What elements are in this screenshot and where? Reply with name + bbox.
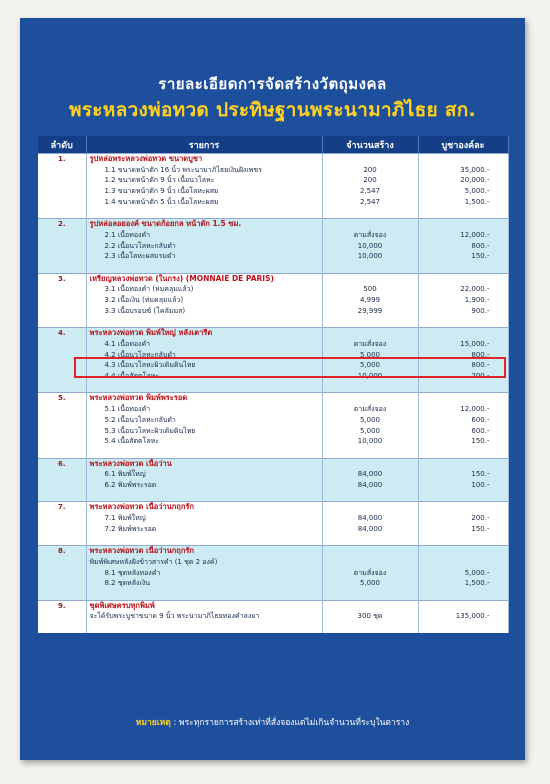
price-cell bbox=[418, 546, 508, 557]
number-cell bbox=[38, 415, 86, 426]
table-row bbox=[38, 480, 508, 491]
empty-cell bbox=[86, 447, 322, 458]
table-row bbox=[38, 578, 508, 589]
item-qty: 84,000 bbox=[322, 513, 418, 524]
empty-cell bbox=[86, 317, 322, 328]
number-cell bbox=[38, 241, 86, 252]
item-text: 8.1 ชุดหลังทองคำ bbox=[86, 568, 322, 579]
item-price: 150.- bbox=[418, 251, 508, 262]
table-row bbox=[38, 415, 508, 426]
item-qty: 10,000 bbox=[322, 241, 418, 252]
spacer-row bbox=[38, 589, 508, 600]
number-cell bbox=[38, 568, 86, 579]
section-title: เหรียญหลวงพ่อทวด (ในกรง) (MONNAIE DE PARIS) bbox=[86, 273, 322, 284]
empty-cell bbox=[322, 491, 418, 502]
table-row bbox=[38, 436, 508, 447]
table-row bbox=[38, 469, 508, 480]
item-price: 5,000.- bbox=[418, 568, 508, 579]
table-row bbox=[38, 295, 508, 306]
item-qty: 5,000 bbox=[322, 426, 418, 437]
footnote-label: หมายเหตุ bbox=[135, 718, 171, 728]
section-number: 1. bbox=[38, 154, 86, 165]
section-title: ชุดพิเศษครบทุกพิมพ์ bbox=[86, 600, 322, 611]
item-qty: 200 bbox=[322, 175, 418, 186]
section-row bbox=[38, 154, 508, 165]
table-row bbox=[38, 360, 508, 371]
section-number: 7. bbox=[38, 502, 86, 513]
item-text: 5.2 เนื้อนวโลหะกลับดำ bbox=[86, 415, 322, 426]
item-qty: ตามสั่งจอง bbox=[322, 568, 418, 579]
item-text: 6.2 พิมพ์พระรอด bbox=[86, 480, 322, 491]
qty-cell bbox=[322, 219, 418, 230]
empty-cell bbox=[38, 491, 86, 502]
section-subtitle: พิมพ์พิเศษหลังฝังข้าวสารคำ (1 ชุด 2 องค์) bbox=[86, 557, 322, 568]
section-subtitle-row bbox=[38, 611, 508, 622]
empty-cell bbox=[86, 622, 322, 633]
empty-cell bbox=[418, 208, 508, 219]
section-row bbox=[38, 273, 508, 284]
price-cell bbox=[418, 458, 508, 469]
section-number: 4. bbox=[38, 328, 86, 339]
item-qty: 500 bbox=[322, 284, 418, 295]
item-qty: ตามสั่งจอง bbox=[322, 339, 418, 350]
item-text: 3.1 เนื้อทองคำ (ห่มคลุมแล้ว) bbox=[86, 284, 322, 295]
section-number: 3. bbox=[38, 273, 86, 284]
item-price: 900.- bbox=[418, 306, 508, 317]
item-price: 800.- bbox=[418, 241, 508, 252]
empty-cell bbox=[86, 382, 322, 393]
item-price: 800.- bbox=[418, 360, 508, 371]
empty-cell bbox=[418, 382, 508, 393]
item-text: 2.1 เนื้อทองคำ bbox=[86, 230, 322, 241]
empty-cell bbox=[38, 589, 86, 600]
number-cell bbox=[38, 165, 86, 176]
qty-cell bbox=[322, 273, 418, 284]
item-price: 1,500.- bbox=[418, 197, 508, 208]
spacer-row bbox=[38, 262, 508, 273]
number-cell bbox=[38, 230, 86, 241]
item-text: 5.4 เนื้อสัตตโลหะ bbox=[86, 436, 322, 447]
empty-cell bbox=[418, 491, 508, 502]
table-row bbox=[38, 175, 508, 186]
items-table bbox=[38, 136, 509, 633]
item-price: 800.- bbox=[418, 350, 508, 361]
section-row bbox=[38, 458, 508, 469]
item-qty: 29,999 bbox=[322, 306, 418, 317]
item-text: 3.3 เนื้อบรอนซ์ (โคลัมมส) bbox=[86, 306, 322, 317]
item-price: 15,000.- bbox=[418, 339, 508, 350]
item-price: 20,000.- bbox=[418, 175, 508, 186]
footnote-text: : พระทุกรายการสร้างเท่าที่สั่งจองแต่ไม่เกินจำนวนที่ระบุในตาราง bbox=[173, 718, 410, 728]
item-text: 1.4 ขนาดหน้าตัก 5 นิ้ว เนื้อโลหะผสม bbox=[86, 197, 322, 208]
section-title: พระหลวงพ่อทวด เนื้อว่าน bbox=[86, 458, 322, 469]
empty-cell bbox=[322, 262, 418, 273]
number-cell bbox=[38, 360, 86, 371]
spacer-row bbox=[38, 382, 508, 393]
price-cell bbox=[418, 273, 508, 284]
item-qty: 10,000 bbox=[322, 251, 418, 262]
section-row bbox=[38, 502, 508, 513]
empty-cell bbox=[38, 622, 86, 633]
item-price: 22,000.- bbox=[418, 284, 508, 295]
table-header-row bbox=[38, 136, 508, 154]
item-text: 1.1 ขนาดหน้าตัก 16 นิ้ว พระนามาภิไธยเงินฝังเพชร bbox=[86, 165, 322, 176]
item-qty: 84,000 bbox=[322, 524, 418, 535]
section-title: รูปหล่อลอยองค์ ขนาดก้อยกล หน้าตัก 1.5 ซม. bbox=[86, 219, 322, 230]
item-price: 12,000.- bbox=[418, 404, 508, 415]
section-subtitle-row bbox=[38, 557, 508, 568]
item-qty: 5,000 bbox=[322, 578, 418, 589]
price-cell bbox=[418, 328, 508, 339]
item-qty: 5,000 bbox=[322, 360, 418, 371]
table-row bbox=[38, 513, 508, 524]
qty-cell bbox=[322, 328, 418, 339]
item-qty: ตามสั่งจอง bbox=[322, 230, 418, 241]
number-cell bbox=[38, 480, 86, 491]
price-cell: 135,000.- bbox=[418, 611, 508, 622]
price-cell bbox=[418, 502, 508, 513]
qty-cell bbox=[322, 502, 418, 513]
price-cell bbox=[418, 557, 508, 568]
section-row bbox=[38, 546, 508, 557]
empty-cell bbox=[38, 447, 86, 458]
section-row bbox=[38, 328, 508, 339]
empty-cell bbox=[322, 447, 418, 458]
item-text: 5.3 เนื้อนวโลหะผิวเดิมดินไทย bbox=[86, 426, 322, 437]
item-qty: 5,000 bbox=[322, 350, 418, 361]
number-cell bbox=[38, 578, 86, 589]
empty-cell bbox=[38, 382, 86, 393]
spacer-row bbox=[38, 208, 508, 219]
qty-cell: 300 ชุด bbox=[322, 611, 418, 622]
empty-cell bbox=[418, 535, 508, 546]
price-cell bbox=[418, 393, 508, 404]
section-title: รูปหล่อพระหลวงพ่อทวด ขนาดบูชา bbox=[86, 154, 322, 165]
number-cell bbox=[38, 197, 86, 208]
empty-cell bbox=[38, 317, 86, 328]
table-row bbox=[38, 306, 508, 317]
price-cell bbox=[418, 219, 508, 230]
price-cell bbox=[418, 154, 508, 165]
table-row bbox=[38, 524, 508, 535]
number-cell bbox=[38, 186, 86, 197]
section-title: พระหลวงพ่อทวด เนื้อว่านกฤกรัก bbox=[86, 502, 322, 513]
item-price: 35,000.- bbox=[418, 165, 508, 176]
item-text: 7.1 พิมพ์ใหญ่ bbox=[86, 513, 322, 524]
table-row bbox=[38, 284, 508, 295]
col-header-item: รายการ bbox=[86, 136, 322, 154]
section-number: 8. bbox=[38, 546, 86, 557]
item-text: 3.2 เนื้อเงิน (ห่มคลุมแล้ว) bbox=[86, 295, 322, 306]
empty-cell bbox=[322, 208, 418, 219]
empty-cell bbox=[322, 382, 418, 393]
number-cell bbox=[38, 339, 86, 350]
section-subtitle: จะได้รับพระบูชาขนาด 9 นิ้ว พระนามาภิไธยทองคำลงยา bbox=[86, 611, 322, 622]
item-qty: 200 bbox=[322, 165, 418, 176]
number-cell bbox=[38, 524, 86, 535]
item-qty: 10,000 bbox=[322, 371, 418, 382]
section-number: 9. bbox=[38, 600, 86, 611]
item-text: 1.3 ขนาดหน้าตัก 9 นิ้ว เนื้อโลหะผสม bbox=[86, 186, 322, 197]
spacer-row bbox=[38, 622, 508, 633]
col-header-qty: จำนวนสร้าง bbox=[322, 136, 418, 154]
qty-cell bbox=[322, 546, 418, 557]
number-cell bbox=[38, 251, 86, 262]
table-row bbox=[38, 426, 508, 437]
section-row bbox=[38, 393, 508, 404]
number-cell bbox=[38, 284, 86, 295]
item-qty: 2,547 bbox=[322, 186, 418, 197]
qty-cell bbox=[322, 393, 418, 404]
item-text: 4.1 เนื้อทองคำ bbox=[86, 339, 322, 350]
item-text: 4.2 เนื้อนวโลหะกลับดำ bbox=[86, 350, 322, 361]
spacer-row bbox=[38, 491, 508, 502]
table-row bbox=[38, 165, 508, 176]
qty-cell bbox=[322, 154, 418, 165]
section-number: 2. bbox=[38, 219, 86, 230]
number-cell bbox=[38, 295, 86, 306]
table-row bbox=[38, 186, 508, 197]
number-cell bbox=[38, 469, 86, 480]
item-text: 4.4 เนื้อสัตตโลหะ bbox=[86, 371, 322, 382]
empty-cell bbox=[86, 208, 322, 219]
item-price: 600.- bbox=[418, 415, 508, 426]
section-title: พระหลวงพ่อทวด พิมพ์ใหญ่ หลังเตารีด bbox=[86, 328, 322, 339]
number-cell bbox=[38, 306, 86, 317]
empty-cell bbox=[418, 447, 508, 458]
qty-cell bbox=[322, 458, 418, 469]
item-text: 7.2 พิมพ์พระรอด bbox=[86, 524, 322, 535]
number-cell bbox=[38, 436, 86, 447]
item-qty: ตามสั่งจอง bbox=[322, 404, 418, 415]
table-row bbox=[38, 568, 508, 579]
item-price: 150.- bbox=[418, 469, 508, 480]
spacer-row bbox=[38, 535, 508, 546]
empty-cell bbox=[38, 208, 86, 219]
col-header-no: ลำดับ bbox=[38, 136, 86, 154]
item-text: 6.1 พิมพ์ใหญ่ bbox=[86, 469, 322, 480]
empty-cell bbox=[322, 622, 418, 633]
item-price: 5,000.- bbox=[418, 186, 508, 197]
qty-cell bbox=[322, 600, 418, 611]
section-title: พระหลวงพ่อทวด พิมพ์พระรอด bbox=[86, 393, 322, 404]
item-qty: 2,547 bbox=[322, 197, 418, 208]
empty-cell bbox=[38, 262, 86, 273]
empty-cell bbox=[86, 589, 322, 600]
item-qty: 84,000 bbox=[322, 480, 418, 491]
footnote bbox=[20, 715, 525, 729]
price-cell bbox=[418, 600, 508, 611]
empty-cell bbox=[86, 262, 322, 273]
section-row bbox=[38, 219, 508, 230]
table-row bbox=[38, 251, 508, 262]
spacer-row bbox=[38, 447, 508, 458]
spacer-row bbox=[38, 317, 508, 328]
brochure-page bbox=[20, 18, 525, 760]
qty-cell bbox=[322, 557, 418, 568]
section-row bbox=[38, 600, 508, 611]
empty-cell bbox=[86, 535, 322, 546]
empty-cell bbox=[418, 262, 508, 273]
table-row bbox=[38, 230, 508, 241]
number-cell bbox=[38, 350, 86, 361]
empty-cell bbox=[322, 589, 418, 600]
header-line-2: พระหลวงพ่อทวด ประทิษฐานพระนามาภิไธย สก. bbox=[68, 99, 477, 121]
empty-cell bbox=[418, 589, 508, 600]
col-header-price: บูชาองค์ละ bbox=[418, 136, 508, 154]
item-price: 1,900.- bbox=[418, 295, 508, 306]
number-cell bbox=[38, 557, 86, 568]
table-row bbox=[38, 339, 508, 350]
item-qty: 5,000 bbox=[322, 415, 418, 426]
item-qty: 10,000 bbox=[322, 436, 418, 447]
table-row bbox=[38, 404, 508, 415]
table-row bbox=[38, 371, 508, 382]
item-price: 200.- bbox=[418, 513, 508, 524]
number-cell bbox=[38, 404, 86, 415]
item-text: 4.3 เนื้อนวโลหะผิวเดิมดินไทย bbox=[86, 360, 322, 371]
number-cell bbox=[38, 175, 86, 186]
empty-cell bbox=[322, 535, 418, 546]
item-text: 8.2 ชุดหลังเงิน bbox=[86, 578, 322, 589]
table-row bbox=[38, 350, 508, 361]
section-number: 5. bbox=[38, 393, 86, 404]
item-price: 600.- bbox=[418, 426, 508, 437]
item-price: 150.- bbox=[418, 436, 508, 447]
item-price: 1,500.- bbox=[418, 578, 508, 589]
empty-cell bbox=[322, 317, 418, 328]
empty-cell bbox=[38, 535, 86, 546]
item-price: 150.- bbox=[418, 524, 508, 535]
item-price: 100.- bbox=[418, 480, 508, 491]
number-cell bbox=[38, 371, 86, 382]
item-price: 200.- bbox=[418, 371, 508, 382]
items-body bbox=[38, 154, 508, 633]
item-text: 5.1 เนื้อทองคำ bbox=[86, 404, 322, 415]
number-cell bbox=[38, 426, 86, 437]
item-qty: 84,000 bbox=[322, 469, 418, 480]
number-cell bbox=[38, 611, 86, 622]
header-line-1: รายละเอียดการจัดสร้างวัตถุมงคล bbox=[158, 75, 387, 93]
item-text: 2.2 เนื้อนวโลหะกลับดำ bbox=[86, 241, 322, 252]
section-number: 6. bbox=[38, 458, 86, 469]
empty-cell bbox=[418, 317, 508, 328]
item-qty: 4,999 bbox=[322, 295, 418, 306]
empty-cell bbox=[418, 622, 508, 633]
number-cell bbox=[38, 513, 86, 524]
item-text: 1.2 ขนาดหน้าตัก 9 นิ้ว เนื้อนวโลหะ bbox=[86, 175, 322, 186]
item-text: 2.3 เนื้อโลหะผสมรมดำ bbox=[86, 251, 322, 262]
table-row bbox=[38, 241, 508, 252]
item-price: 12,000.- bbox=[418, 230, 508, 241]
table-row bbox=[38, 197, 508, 208]
section-title: พระหลวงพ่อทวด เนื้อว่านกฤกรัก bbox=[86, 546, 322, 557]
empty-cell bbox=[86, 491, 322, 502]
